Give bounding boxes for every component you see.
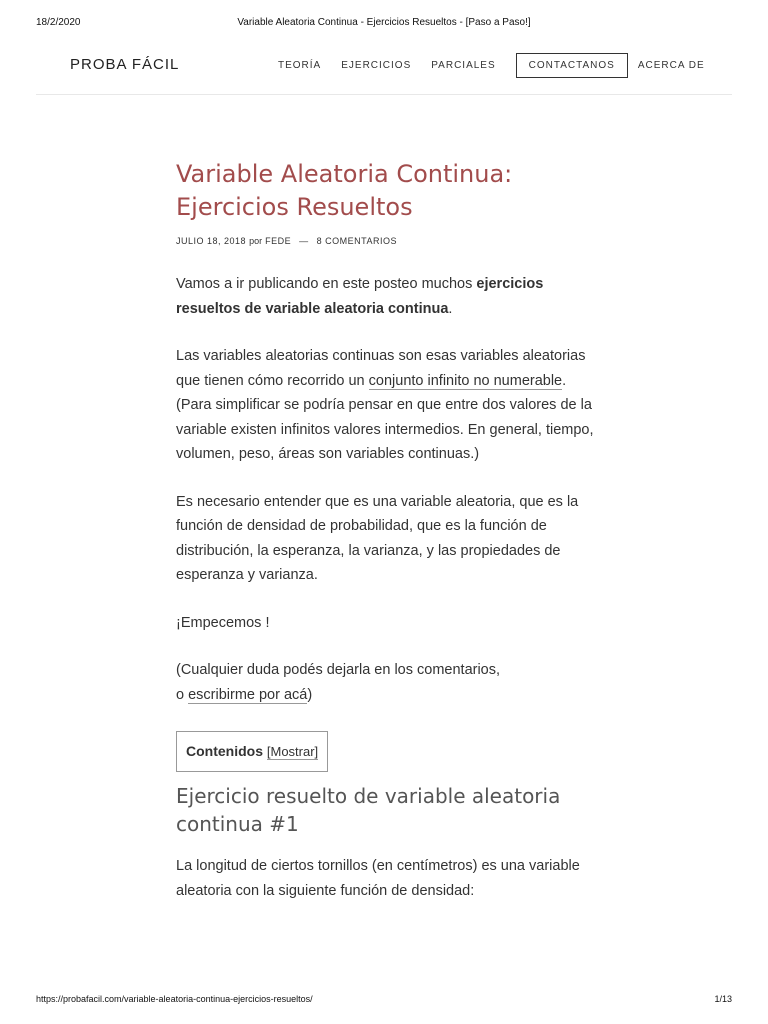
table-of-contents [176,731,328,772]
exercise-heading-line-2: continua #1 [176,812,299,836]
post-title-line-1: Variable Aleatoria Continua: [176,160,513,188]
contact-text-prefix: o [176,686,189,703]
post-comments-link[interactable]: 8 COMENTARIOS [316,236,397,246]
toc-title: Contenidos [186,743,263,759]
nav-item-parciales[interactable]: PARCIALES [431,59,496,71]
definition-text-start: Las variables aleatorias continuas son esas variables aleatorias que tienen cómo recorrido un [176,348,586,389]
contact-text-line-1: (Cualquier duda podés dejarla en los comentarios, [176,662,501,678]
contact-me-link[interactable]: escribirme por acá [188,686,308,703]
post-by-label: por [249,236,263,246]
nav-item-ejercicios[interactable]: EJERCICIOS [341,59,412,71]
print-header [36,17,732,31]
print-page-number: 1/13 [714,994,732,1004]
post-date-link[interactable]: JULIO 18, 2018 [176,236,247,246]
start-paragraph: ¡Empecemos ! [176,614,270,631]
post-meta [176,236,594,246]
nav-item-teoria[interactable]: TEORÍA [278,59,322,71]
definition-text-end: . (Para simplificar se podría pensar en que entre dos valores de la variable existen infinitos valores intermedios. En general, tiempo, volumen, peso, áreas son variables continuas.) [176,372,594,462]
main-menu [278,52,725,78]
post-title-line-2: Ejercicios Resueltos [176,193,413,221]
print-document-title: Variable Aleatoria Continua - Ejercicios Resueltos - [Paso a Paso!] [237,17,531,28]
post-title [176,158,594,224]
exercise-heading-line-1: Ejercicio resuelto de variable aleatoria [176,784,561,808]
print-footer [36,994,732,1008]
contact-paragraph [176,658,594,707]
contact-text-end: ) [307,686,313,703]
blog-post [176,158,594,903]
nav-item-acerca-de[interactable]: ACERCA DE [637,59,705,71]
post-author-link[interactable]: FEDE [265,236,292,246]
prerequisites-paragraph: Es necesario entender que es una variable aleatoria, que es la función de densidad de probabilidad, que es la función de distribución, la esperanza, la varianza, y las propiedades de esperanza y varianza. [176,493,579,583]
definition-paragraph [176,344,594,467]
post-body [176,272,594,903]
intro-end: . [448,300,453,317]
print-url: https://probafacil.com/variable-aleatoria-continua-ejercicios-resueltos/ [36,994,313,1004]
exercise-1-paragraph: La longitud de ciertos tornillos (en centímetros) es una variable aleatoria con la siguiente función de densidad: [176,858,580,899]
site-logo-link[interactable]: PROBA FÁCIL [70,56,180,73]
intro-bold-text: ejercicios resueltos de variable aleatoria continua [176,276,544,317]
nav-item-contactanos-button[interactable]: CONTACTANOS [516,53,628,78]
meta-separator: — [299,236,309,246]
print-date: 18/2/2020 [36,17,81,28]
toc-toggle-link[interactable]: [Mostrar] [266,744,319,759]
intro-paragraph [176,272,594,321]
intro-text: Vamos a ir publicando en este posteo muchos [176,276,477,292]
conjunto-infinito-link[interactable]: conjunto infinito no numerable [368,372,563,389]
site-navigation [36,52,732,95]
exercise-1-heading [176,782,594,838]
